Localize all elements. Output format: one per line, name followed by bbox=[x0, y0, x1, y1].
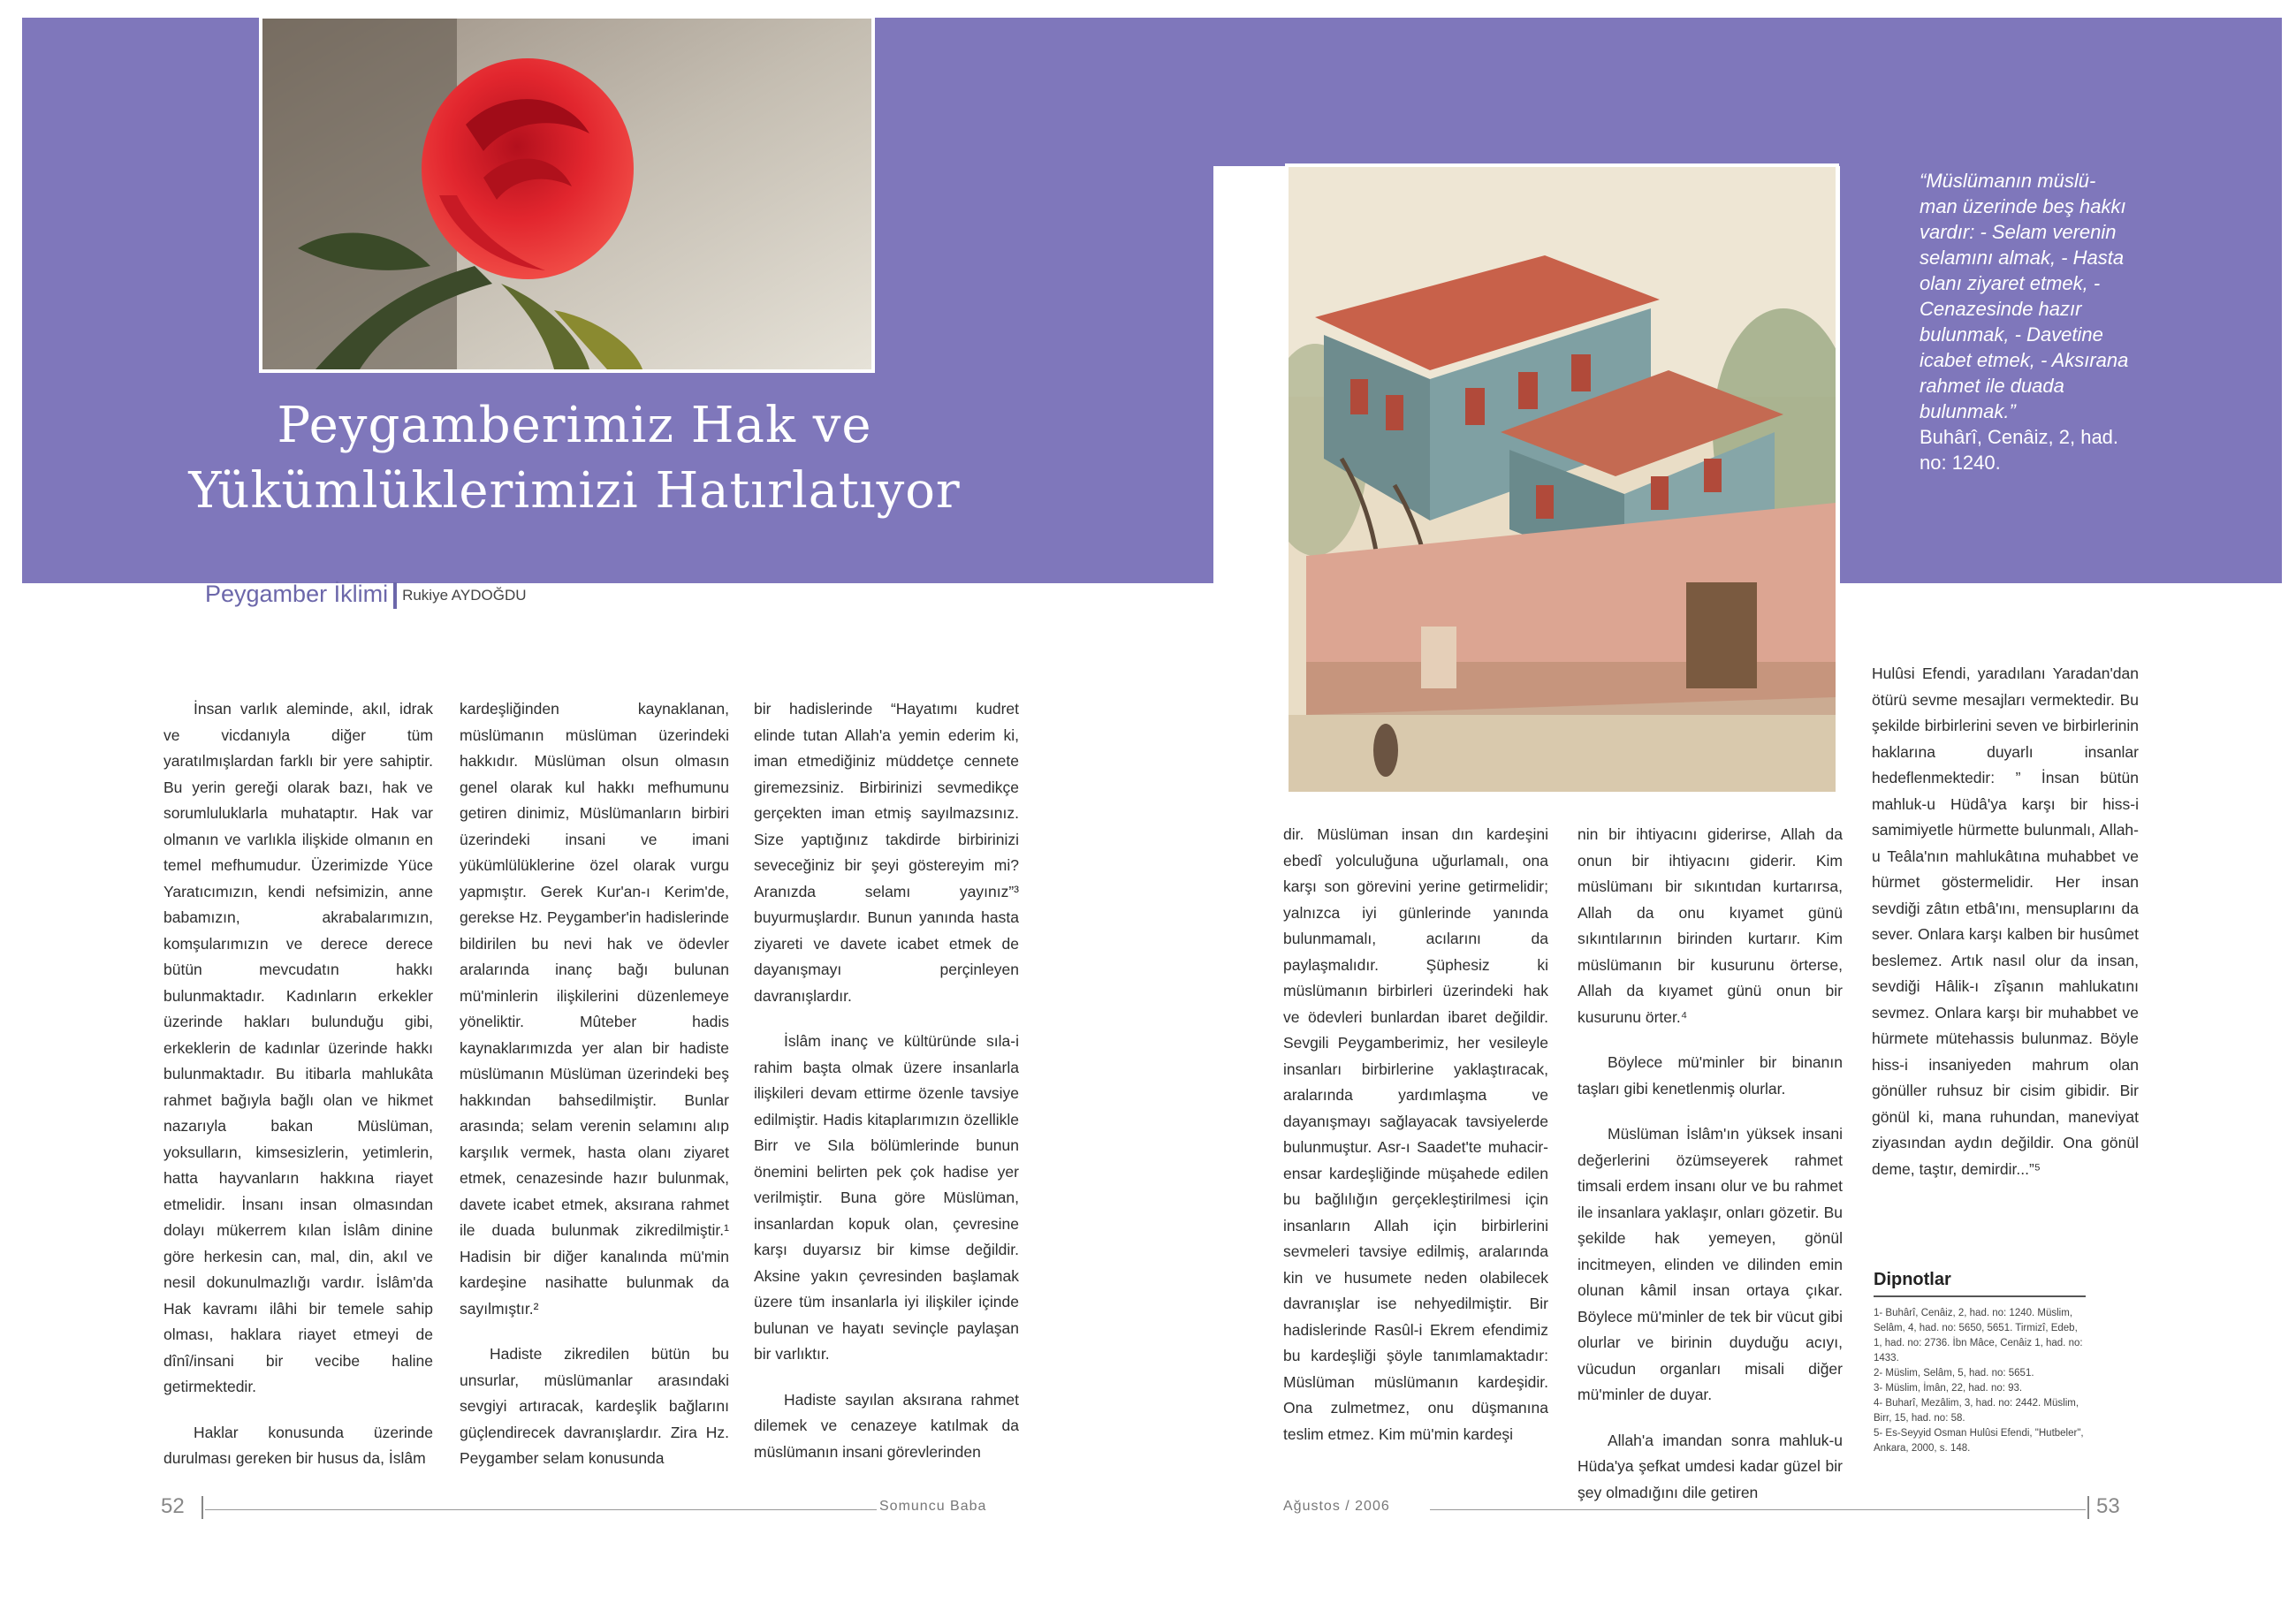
byline-separator bbox=[393, 582, 397, 609]
paragraph: nin bir ihtiyacını giderirse, Allah da onun bir ihtiyacını giderir. Kim müslümanı bir sıkıntıdan kurtarırsa, Allah da onu kıyamet günü sıkıntılarının birinden kurtarır. Kim müslümanın bir kusurunu örterse, Allah da kıyamet günü onun bir kusurunu örter.⁴ bbox=[1578, 825, 1843, 1026]
title-line-1: Peygamberimiz Hak ve bbox=[277, 397, 872, 454]
footer-bar-left bbox=[201, 1496, 203, 1519]
paragraph: Hadiste zikredilen bütün bu unsurlar, müslümanlar arasındaki sevgiyi artıracak, kardeşlik bağlarını güçlendirecek davranışlardır. Zira Hz. Peygamber selam konusunda bbox=[460, 1345, 729, 1467]
rose-image bbox=[262, 19, 871, 369]
paragraph: Hulûsi Efendi, yaradılanı Yaradan'dan ötürü sevme mesajları vermektedir. Bu şekilde birbirlerini seven ve birbirlerinin haklarına duyarlı insanlar hedeflenmektedir: ” İnsan bütün mahluk-u Hüdâ'ya karşı bir hiss-i samimiyetle hürmette bulunmalı, Allah-u Teâla'nın mahlukâtına muhabbet ve hürmet göstermelidir. Her insan sevdiği zâtın etbâ'ını, mensuplarını da sever. Onlara karşı kalben bir husûmet beslemez. Artık nasıl olur da insan, sevdiği Hâlik-ı zîşanın mahlukatını sevmez. Onlara karşı bir muhabbet ve hürmete mütehassis bulunmaz. Böyle hiss-i insaniyeden mahrum olan gönüller ruhsuz bir cisim gibidir. Bir gönül ki, mana ruhundan, maneviyat ziyasından aydın değildir. Ona gönül deme, taştır, demirdir...”⁵ bbox=[1872, 665, 2139, 1178]
text-column-5 bbox=[1578, 822, 1843, 1525]
house-illustration bbox=[1285, 163, 1839, 795]
paragraph: İslâm inanç ve kültüründe sıla-i rahim başta olmak üzere insanlarla ilişkileri devam ettirme özenle tavsiye edilmiştir. Hadis kitaplarımızın özellikle Birr ve Sıla bölümlerinde bunun önemini belirten pek çok hadise yer verilmiştir. Buna göre Müslüman, insanlardan kopuk olan, çevresine karşı duyarsız bir kimse değildir. Aksine yakın çevresinden başlamak üzere tüm insanlarla iyi ilişkiler içinde bulunan ve hayatı sevinçle paylaşan bir varlıktır. bbox=[754, 1032, 1019, 1363]
issue-date: Ağustos / 2006 bbox=[1283, 1499, 1390, 1514]
paragraph: Haklar konusunda üzerinde durulması gereken bir husus da, İslâm bbox=[163, 1423, 433, 1467]
section-name: Peygamber İklimi bbox=[205, 581, 389, 607]
footnote-item: 5- Es-Seyyid Osman Hulûsi Efendi, "Hutbeler", Ankara, 2000, s. 148. bbox=[1874, 1428, 2084, 1454]
footnote-item: 3- Müslim, İmân, 22, had. no: 93. bbox=[1874, 1383, 2023, 1394]
title-line-2: Yükümlüklerimizi Hatırlatıyor bbox=[188, 462, 961, 520]
text-column-3 bbox=[754, 696, 1019, 1485]
text-column-6 bbox=[1872, 661, 2139, 1202]
magazine-name: Somuncu Baba bbox=[879, 1499, 987, 1514]
text-column-1 bbox=[163, 696, 433, 1492]
footer-rule-right bbox=[1430, 1509, 2086, 1510]
sidebar-quote bbox=[1920, 168, 2132, 475]
author-name: Rukiye AYDOĞDU bbox=[402, 586, 527, 604]
quote-text: “Müslümanın müslü-man üzerinde beş hakkı vardır: - Selam verenin selamını almak, - Hasta olanı ziyaret etmek, - Cenazesinde hazır bulunmak, - Davetine icabet etmek, - Aksırana rahmet ile duada bulunmak.” bbox=[1920, 170, 2129, 422]
footnote-item: 1- Buhârî, Cenâiz, 2, had. no: 1240. Müslim, Selâm, 4, had. no: 5650, 5651. Tirmizî, Edeb, 1, had. no: 2736. İbn Mâce, Cenâiz 1, had. no: 1433. bbox=[1874, 1308, 2083, 1364]
text-column-2 bbox=[460, 696, 729, 1492]
paragraph: İnsan varlık aleminde, akıl, idrak ve vicdanıyla diğer tüm yaratılmışlardan farklı bir yere sahiptir. Bu yerin gereği olarak bazı, hak ve sorumluluklarla muhataptır. Hak var olmanın ve varlıkla ilişkide olmanın en temel mefhumudur. Üzerimizde Yüce Yaratıcımızın, kendi nefsimizin, anne babamızın, akrabalarımızın, komşularımızın ve derece derece bütün mevcudatın hakkı bulunmaktadır. Kadınların erkekler üzerinde hakları bulunduğu gibi, erkeklerin de kadınlar üzerinde hakkı bulunmaktadır. Bu itibarla mahlukâta rahmet bağıyla bağlı olan ve hikmet nazarıyla bakan Müslüman, yoksulların, kimsesizlerin, yetimlerin, hatta hayvanların hakkına riayet etmelidir. İnsanı insan olmasından dolayı mükerrem kılan İslâm dinine göre herkesin can, mal, din, akıl ve nesil dokunulmazlığı vardır. İslâm'da Hak kavramı ilâhi bir temele sahip olması, haklara riayet etmeyi de dînî/insani bir vecibe haline getirmektedir. bbox=[163, 700, 433, 1395]
rose-photo bbox=[259, 15, 875, 373]
page-number-right: 53 bbox=[2096, 1494, 2120, 1518]
text-column-4 bbox=[1283, 822, 1548, 1467]
footnote-item: 4- Buharî, Mezâlim, 3, had. no: 2442. Müslim, Birr, 15, had. no: 58. bbox=[1874, 1398, 2079, 1424]
page-number-left: 52 bbox=[161, 1494, 185, 1518]
house-image bbox=[1289, 167, 1836, 792]
footnotes-rule bbox=[1874, 1295, 2086, 1297]
paragraph: dir. Müslüman insan dın kardeşini ebedî yolculuğuna uğurlamalı, ona karşı son görevini yerine getirmelidir; yalnızca iyi günlerinde yanında bulunmamalı, acılarını da paylaşmalıdır. Şüphesiz ki müslümanın birbirleri üzerindeki hak ve ödevleri bunlardan ibaret değildir. Sevgili Peygamberimiz, her vesileyle insanları birbirlerine yaklaştıracak, aralarında yardımlaşma ve dayanışmayı sağlayacak tavsiyelerde bulunmuştur. Asr-ı Saadet'te muhacir-ensar kardeşliğinde müşahede edilen bu bağlılığın gerçekleştirilmesi için insanların Allah için birbirlerini sevmeleri tavsiye edilmiş, aralarında kin ve husumete neden olabilecek davranışlar ise nehyedilmiştir. Bir hadislerinde Rasûl-i Ekrem efendimiz bu kardeşliği şöyle tanımlamaktadır: Müslüman müslümanın kardeşidir. Ona zulmetmez, onu düşmanına teslim etmez. Kim mü'min kardeşi bbox=[1283, 825, 1548, 1443]
footnote-item: 2- Müslim, Selâm, 5, had. no: 5651. bbox=[1874, 1368, 2034, 1379]
quote-source: Buhârî, Cenâiz, 2, had. no: 1240. bbox=[1920, 426, 2119, 474]
paragraph: Böylece mü'minler bir binanın taşları gibi kenetlenmiş olurlar. bbox=[1578, 1053, 1843, 1098]
article-title bbox=[133, 393, 1016, 524]
paragraph: Hadiste sayılan aksırana rahmet dilemek ve cenazeye katılmak da müslümanın insani görevlerinden bbox=[754, 1390, 1019, 1461]
footer-rule-left bbox=[205, 1509, 877, 1510]
paragraph: bir hadislerinde “Hayatımı kudret elinde tutan Allah'a yemin ederim ki, iman etmediğiniz müddetçe cennete giremezsiniz. Birbirinizi sevmedikçe gerçekten iman etmiş sayılmazsınız. Size yaptığınız takdirde birbirinizi seveceğiniz bir şeyi göstereyim mi? Aranızda selamı yayınız”³ buyurmuşlardır. Bunun yanında hasta ziyareti ve davete icabet etmek de dayanışmayı perçinleyen davranışlardır. bbox=[754, 700, 1019, 1005]
byline bbox=[205, 581, 527, 609]
footnotes-title: Dipnotlar bbox=[1874, 1270, 1951, 1289]
paragraph: Allah'a imandan sonra mahluk-u Hüda'ya şefkat umdesi kadar güzel bir şey olmadığını dile getiren bbox=[1578, 1431, 1843, 1501]
header-band-middle bbox=[1213, 18, 1840, 166]
paragraph: Müslüman İslâm'ın yüksek insani değerlerini özümseyerek rahmet timsali erdem insanı olur ve bu rahmet ile insanlara yaklaşır, onları gözetir. Bu şekilde hak yemeyen, gönül incitmeyen, elinden ve dilinden emin olunan kâmil insan ortaya çıkar. Böylece mü'minler de tek bir vücut gibi olurlar ve birinin duyduğu acıyı, vücudun organları misali diğer mü'minler de duyar. bbox=[1578, 1125, 1843, 1403]
footer-bar-right bbox=[2087, 1496, 2089, 1519]
paragraph: kardeşliğinden kaynaklanan, müslümanın müslüman üzerindeki hakkıdır. Müslüman olsun olmasın genel olarak kul hakkı mefhumunu getiren dinimiz, Müslümanların birbiri üzerindeki insani ve imani yükümlülüklerine özel olarak vurgu yapmıştır. Gerek Kur'an-ı Kerim'de, gerekse Hz. Peygamber'in hadislerinde bildirilen bu nevi hak ve ödevler aralarında inanç bağı bulunan mü'minlerin ilişkilerini düzenlemeye yöneliktir. Mûteber hadis kaynaklarımızda yer alan bir hadiste müslümanın Müslüman üzerindeki beş hakkından bahsedilmiştir. Bunlar arasında; selam verenin selamını alıp karşılık vermek, hasta olanı ziyaret etmek, cenazesinde hazır bulunmak, davete icabet etmek, aksırana rahmet ile duada bulunmak zikredilmiştir.¹ Hadisin bir diğer kanalında mü'min kardeşine nasihatte bulunmak da sayılmıştır.² bbox=[460, 700, 729, 1318]
footnotes-list bbox=[1874, 1306, 2086, 1456]
